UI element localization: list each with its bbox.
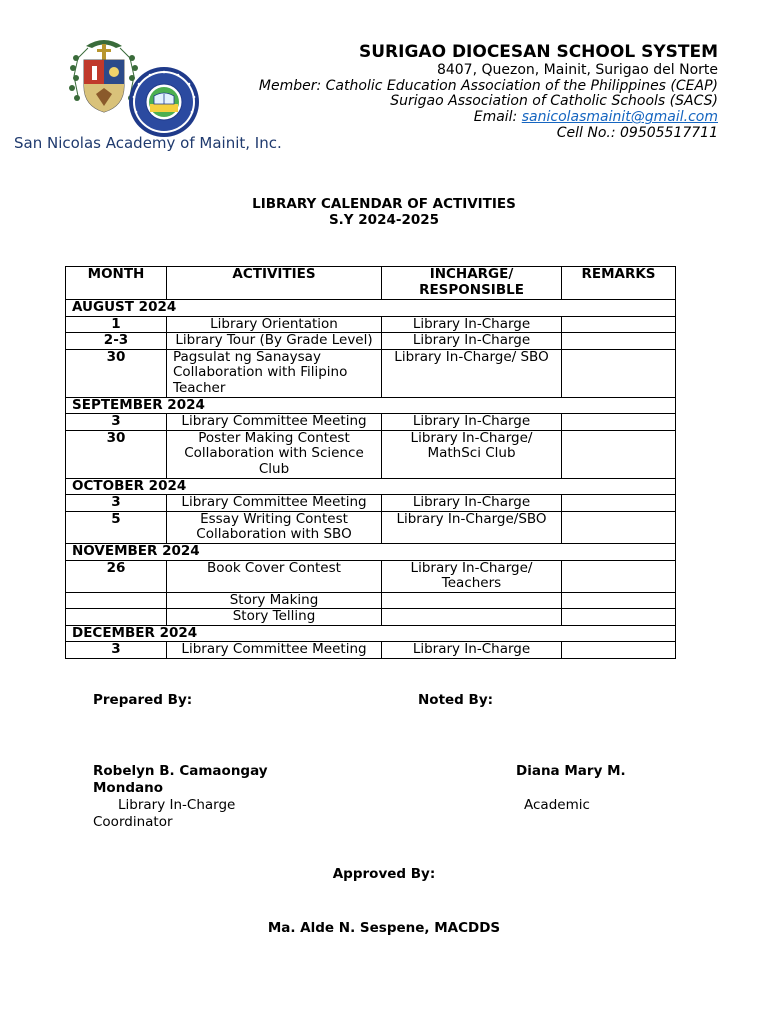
date-cell <box>66 609 167 626</box>
address-line: 8407, Quezon, Mainit, Surigao del Norte <box>436 62 718 78</box>
activity-cell: Library Orientation <box>167 316 382 333</box>
remarks-cell <box>562 316 676 333</box>
incharge-cell <box>382 592 562 609</box>
approved-by-label: Approved By: <box>332 866 436 882</box>
month-group-label: NOVEMBER 2024 <box>66 543 676 560</box>
noted-by-label: Noted By: <box>418 692 494 708</box>
remarks-cell <box>562 642 676 659</box>
table-row <box>66 414 676 431</box>
month-group-row <box>66 478 676 495</box>
activity-cell: Library Committee Meeting <box>167 642 382 659</box>
title-line: LIBRARY CALENDAR OF ACTIVITIES <box>252 196 516 212</box>
academy-seal-icon <box>128 66 200 138</box>
month-group-label: AUGUST 2024 <box>66 300 676 317</box>
prepared-by-label: Prepared By: <box>93 692 193 708</box>
cell-number: Cell No.: 09505517711 <box>556 124 718 141</box>
header-remarks: REMARKS <box>562 267 676 300</box>
header-incharge: INCHARGE/ RESPONSIBLE <box>382 267 562 300</box>
date-cell: 3 <box>66 414 167 431</box>
incharge-cell <box>382 609 562 626</box>
incharge-cell: Library In-Charge <box>382 333 562 350</box>
activity-cell: Poster Making Contest Collaboration with Science Club <box>167 430 382 478</box>
table-header-row <box>66 267 676 300</box>
month-group-label: OCTOBER 2024 <box>66 478 676 495</box>
remarks-cell <box>562 333 676 350</box>
incharge-cell: Library In-Charge <box>382 642 562 659</box>
noted-by-name-first: Diana Mary M. <box>516 763 626 779</box>
approved-by-name: Ma. Alde N. Sespene, MACDDS <box>267 920 501 936</box>
noted-by-role-last: Coordinator <box>93 814 173 830</box>
table-row <box>66 609 676 626</box>
date-cell <box>66 592 167 609</box>
date-cell: 2-3 <box>66 333 167 350</box>
activity-cell: Story Making <box>167 592 382 609</box>
document-title <box>0 196 768 228</box>
date-cell: 3 <box>66 642 167 659</box>
activity-cell: Library Committee Meeting <box>167 414 382 431</box>
letterhead-block <box>259 42 718 142</box>
prepared-by-name: Robelyn B. Camaongay <box>93 763 268 779</box>
table-row <box>66 511 676 543</box>
incharge-cell: Library In-Charge <box>382 495 562 512</box>
remarks-cell <box>562 560 676 592</box>
email-line <box>259 110 718 126</box>
date-cell: 26 <box>66 560 167 592</box>
month-group-row <box>66 300 676 317</box>
month-group-label: DECEMBER 2024 <box>66 625 676 642</box>
activities-table <box>65 266 676 659</box>
activity-cell: Essay Writing Contest Collaboration with SBO <box>167 511 382 543</box>
table-row <box>66 642 676 659</box>
prepared-by-role: Library In-Charge <box>118 797 236 813</box>
month-group-label: SEPTEMBER 2024 <box>66 397 676 414</box>
remarks-cell <box>562 511 676 543</box>
noted-by-name-last: Mondano <box>93 780 163 796</box>
month-group-row <box>66 397 676 414</box>
date-cell: 30 <box>66 349 167 397</box>
activity-cell: Book Cover Contest <box>167 560 382 592</box>
remarks-cell <box>562 430 676 478</box>
table-row <box>66 430 676 478</box>
activity-cell: Library Committee Meeting <box>167 495 382 512</box>
school-year: S.Y 2024-2025 <box>328 212 440 228</box>
incharge-cell: Library In-Charge/ Teachers <box>382 560 562 592</box>
table-row <box>66 333 676 350</box>
date-cell: 30 <box>66 430 167 478</box>
activity-cell: Pagsulat ng Sanaysay Collaboration with Filipino Teacher <box>167 349 382 397</box>
email-label: Email: <box>473 109 522 126</box>
activity-cell: Library Tour (By Grade Level) <box>167 333 382 350</box>
incharge-cell: Library In-Charge/SBO <box>382 511 562 543</box>
incharge-cell: Library In-Charge <box>382 316 562 333</box>
table-row <box>66 592 676 609</box>
remarks-cell <box>562 349 676 397</box>
header-month: MONTH <box>66 267 167 300</box>
school-name: San Nicolas Academy of Mainit, Inc. <box>14 134 282 152</box>
table-row <box>66 560 676 592</box>
incharge-cell: Library In-Charge/ SBO <box>382 349 562 397</box>
date-cell: 3 <box>66 495 167 512</box>
remarks-cell <box>562 414 676 431</box>
table-row <box>66 316 676 333</box>
remarks-cell <box>562 592 676 609</box>
table-row <box>66 495 676 512</box>
date-cell: 1 <box>66 316 167 333</box>
header-activities: ACTIVITIES <box>167 267 382 300</box>
month-group-row <box>66 625 676 642</box>
organization-name: SURIGAO DIOCESAN SCHOOL SYSTEM <box>359 42 718 62</box>
email-link[interactable]: sanicolasmainit@gmail.com <box>521 109 718 126</box>
table-row <box>66 349 676 397</box>
association-line: Surigao Association of Catholic Schools (SACS) <box>390 93 718 110</box>
date-cell: 5 <box>66 511 167 543</box>
noted-by-role-first: Academic <box>524 797 590 813</box>
incharge-cell: Library In-Charge/ MathSci Club <box>382 430 562 478</box>
activity-cell: Story Telling <box>167 609 382 626</box>
month-group-row <box>66 543 676 560</box>
incharge-cell: Library In-Charge <box>382 414 562 431</box>
remarks-cell <box>562 609 676 626</box>
remarks-cell <box>562 495 676 512</box>
membership-line: Member: Catholic Education Association of the Philippines (CEAP) <box>258 77 718 94</box>
